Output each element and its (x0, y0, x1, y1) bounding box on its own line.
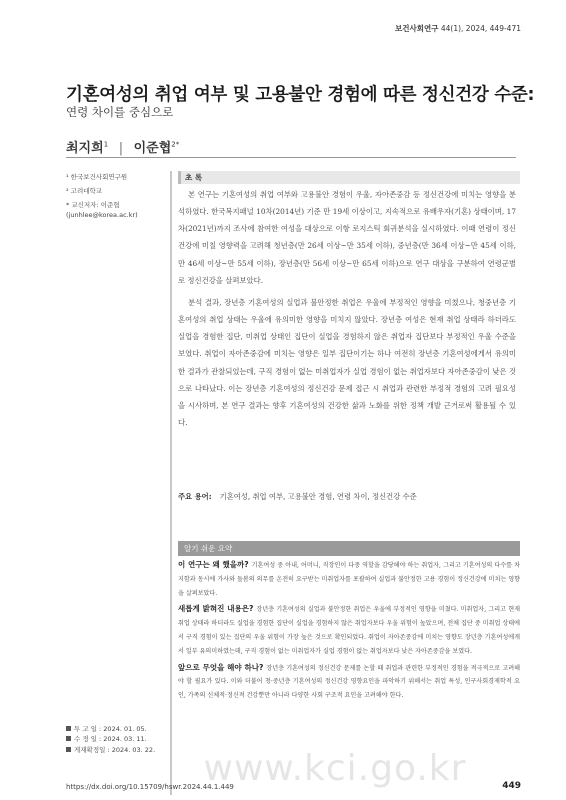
submission-dates (66, 724, 155, 755)
square-bullet-icon (66, 736, 71, 741)
date-row (66, 734, 155, 744)
easy-summary-heading: 알기 쉬운 요약 (178, 541, 520, 556)
abstract-heading: 초 록 (178, 171, 520, 184)
journal-header (395, 23, 521, 34)
summary-answer: 기혼여성 중 아내, 어머니, 직장인이 다중 역할을 감당해야 하는 취업자, 그리고 기혼여성의 다수를 차지함과 동시에 가사와 돌봄의 의무를 온전히 요구받는 미취업자를 포괄하여 실업과 불안정한 고용 경험이 정신건강에 미치는 영향을 살펴보았다. (178, 562, 520, 597)
abstract-paragraph: 본 연구는 기혼여성의 취업 여부와 고용불안 경험이 우울, 자아존중감 등 정신건강에 미치는 영향을 분석하였다. 한국복지패널 10차(2014년) 기준 만 19세 이상이고, 지속적으로 유배우자(기혼) 상태이며, 17차(2021년)까지 조사에 참여한 여성을 대상으로 이항 로지스틱 회귀분석을 실시하였다. 이때 연령이 정신건강에 미칠 영향력을 고려해 청년층(만 26세 이상~만 35세 이하), 중년층(만 36세 이상~만 45세 이하, 만 46세 이상~만 55세 이하), 장년층(만 56세 이상~만 65세 이하)으로 연구 대상을 구분하여 연령군별로 정신건강을 살펴보았다. (178, 190, 516, 285)
keywords (178, 492, 516, 502)
author-line (66, 137, 179, 156)
paper-title: 기혼여성의 취업 여부 및 고용불안 경험에 따른 정신건강 수준: (66, 85, 535, 105)
author-affil-mark: 1 (103, 140, 109, 149)
abstract-body (178, 186, 516, 431)
keywords-value: 기혼여성, 취업 여부, 고용불안 경험, 연령 차이, 정신건강 수준 (219, 492, 417, 501)
corresponding-email: (junhlee@korea.ac.kr) (66, 211, 138, 220)
summary-question: 새롭게 밝혀진 내용은? (178, 604, 254, 614)
column-divider (170, 171, 172, 795)
summary-question: 앞으로 무엇을 해야 하나? (178, 662, 264, 672)
summary-item (178, 602, 520, 658)
date-revised: 수 정 일 : 2024. 03. 11. (74, 735, 147, 744)
page-number: 449 (502, 781, 521, 791)
abstract-paragraph: 분석 결과, 장년층 기혼여성의 실업과 불안정한 취업은 우울에 부정적인 영향을 미쳤으나, 청중년층 기혼여성의 취업 상태는 우울에 유의미한 영향을 미치지 않았다. 장년층 여성은 현재 취업 상태라 하더라도 실업을 경험한 집단, 미취업 상태인 집단이 실업을 경험하지 않은 취업자 집단보다 부정적인 우울 수준을 보였다. 취업이 자아존중감에 미치는 영향은 일부 집단이기는 하나 여전히 장년층 기혼여성에게서 유의미한 결과가 관찰되었는데, 구직 경험이 없는 미취업자가 실업 경험이 없는 취업자보다 자아존중감이 낮은 것으로 나타났다. 이는 장년층 기혼여성의 정신건강 문제 접근 시 취업과 관련한 부정적 경험의 고려 필요성을 시사하며, 본 연구 결과는 향후 기혼여성의 건강한 삶과 노화를 위한 정책 개발 근거로써 활용될 수 있다. (178, 297, 516, 428)
easy-summary-box (178, 558, 520, 778)
summary-answer: 장년층 기혼여성의 정신건강 문제를 논할 때 취업과 관련한 부정적인 경험을 적극적으로 고려해야 할 필요가 있다. 이와 더불어 청·중년층 기혼여성의 정신건강 영향요인을 파악하기 위해서는 취업 특성, 인구사회경제학적 요인, 가족의 신체적·정신적 건강뿐만 아니라 다양한 사회 구조적 요인을 고려해야 한다. (178, 664, 520, 700)
affiliations (66, 172, 166, 220)
square-bullet-icon (66, 747, 71, 752)
summary-item (178, 661, 520, 703)
summary-question: 이 연구는 왜 했을까? (178, 560, 249, 569)
affiliation-item: ² 고려대학교 (66, 187, 103, 196)
summary-answer: 장년층 기혼여성의 실업과 불안정한 취업은 우울에 부정적인 영향을 미쳤다. 미취업자, 그리고 현재 취업 상태라 하더라도 실업을 경험한 집단이 실업을 경험하지 않은 취업자보다 우울 위험이 높았으며, 전체 집단 중 미취업 상태에서 구직 경험이 있는 집단의 우울 위험이 가장 높은 것으로 확인되었다. 취업이 자아존중감에 미치는 영향도 장년층 기혼여성에게서 일부 유의미하였는데, 구직 경험이 없는 미취업자가 실업 경험이 없는 취업자보다 낮은 자아존중감을 보였다. (178, 606, 520, 655)
journal-issue: 44(1), 2024, 449-471 (438, 24, 521, 33)
header-rule (66, 157, 516, 158)
keywords-label: 주요 용어: (178, 492, 212, 501)
doi-link[interactable]: https://dx.doi.org/10.15709/hswr.2024.44.1.449 (66, 783, 234, 791)
square-bullet-icon (66, 726, 71, 731)
date-row (66, 724, 155, 734)
author-name: 이준협 (133, 141, 172, 156)
author-affil-mark: 2* (171, 140, 180, 149)
paper-subtitle: 연령 차이를 중심으로 (66, 105, 174, 119)
date-received: 투 고 일 : 2024. 01. 05. (74, 725, 147, 733)
author-separator: | (118, 141, 124, 156)
date-row (66, 745, 155, 755)
summary-item (178, 558, 520, 600)
watermark: www.kci.go.kr (203, 748, 467, 789)
date-accepted: 게재확정일 : 2024. 03. 22. (74, 745, 156, 754)
author-name: 최지희 (66, 141, 104, 156)
journal-name: 보건사회연구 (395, 24, 439, 33)
affiliation-item: ¹ 한국보건사회연구원 (66, 173, 128, 181)
corresponding-author: * 교신저자: 이준협 (66, 201, 120, 210)
